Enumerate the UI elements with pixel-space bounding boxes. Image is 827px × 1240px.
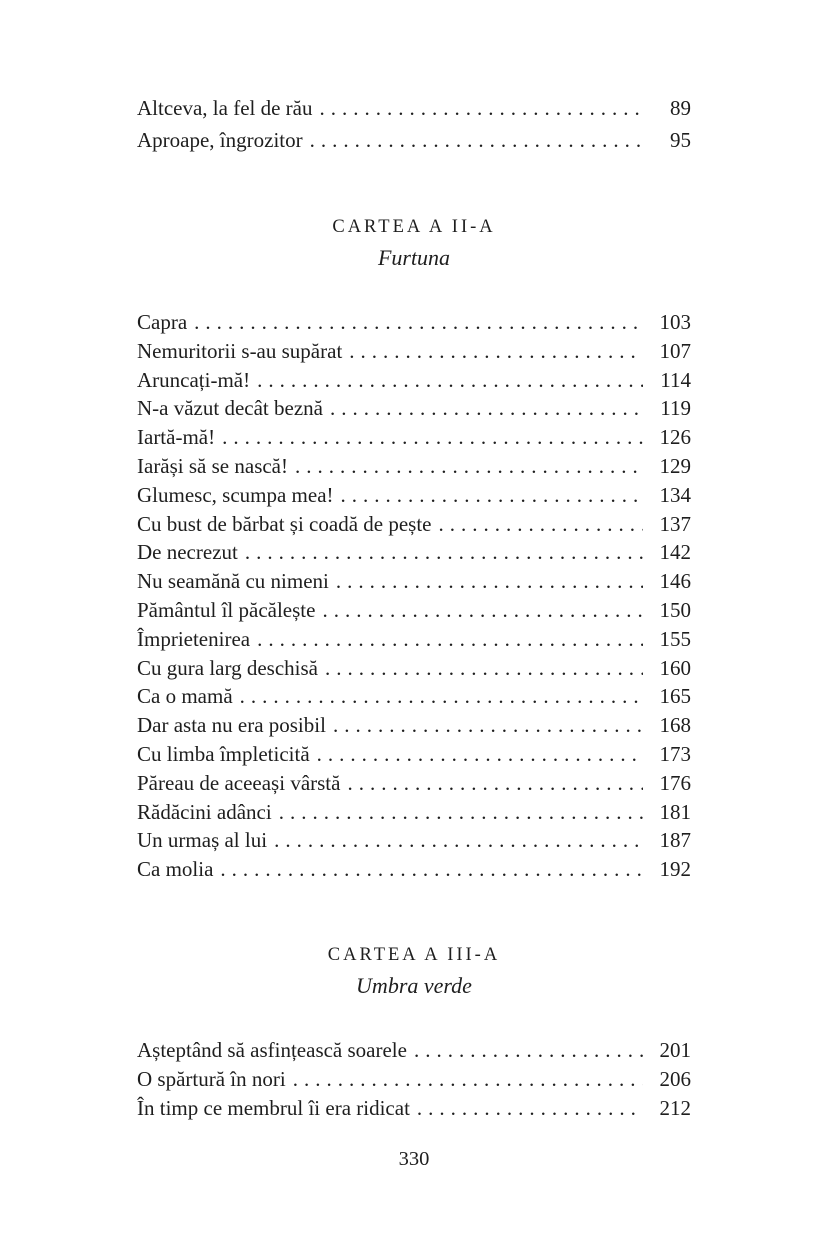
toc-entry-page: 176 [659, 770, 691, 795]
toc-content [137, 0, 691, 1171]
toc-entry-page: 206 [659, 1066, 691, 1091]
toc-entry-row [137, 510, 691, 539]
toc-section-book2 [137, 214, 691, 884]
dot-leader [257, 625, 643, 654]
toc-section-entries [137, 1036, 691, 1122]
toc-entry-title: Cu limba împleticită [137, 741, 310, 766]
toc-entry-page: 187 [659, 828, 691, 853]
toc-entry-page: 165 [659, 684, 691, 709]
toc-entry-title: De necrezut [137, 540, 238, 565]
toc-entry-title: Glumesc, scumpa mea! [137, 482, 334, 507]
toc-entry-page: 173 [659, 741, 691, 766]
dot-leader [333, 711, 643, 740]
toc-entry-page: 181 [659, 799, 691, 824]
toc-entry-row [137, 1065, 691, 1094]
toc-entry-row [137, 855, 691, 884]
toc-entry-title: Iartă-mă! [137, 425, 216, 450]
toc-entry-title: Nemuritorii s-au supărat [137, 338, 343, 363]
toc-entry-title: Capra [137, 310, 188, 334]
page-number: 330 [398, 1148, 430, 1171]
dot-leader [222, 423, 643, 452]
toc-entry-title: Altceva, la fel de rău [137, 96, 313, 120]
toc-entry-row [137, 1094, 691, 1123]
toc-entry-row [137, 567, 691, 596]
dot-leader [320, 92, 644, 124]
toc-entry-page: 155 [659, 626, 691, 651]
dot-leader [341, 481, 643, 510]
toc-entry-title: Păreau de aceeași vârstă [137, 770, 341, 795]
toc-entry-title: Rădăcini adânci [137, 799, 272, 824]
toc-entry-row [137, 654, 691, 683]
toc-entry-title: Nu seamănă cu nimeni [137, 569, 329, 594]
toc-entry-row [137, 711, 691, 740]
dot-leader [257, 366, 643, 395]
toc-entry-title: Ca o mamă [137, 684, 233, 709]
toc-entry-row [137, 682, 691, 711]
toc-entry-title: O spărtură în nori [137, 1066, 286, 1091]
toc-entry-page: 107 [659, 338, 691, 363]
section-subtitle: Furtuna [377, 245, 451, 270]
dot-leader [220, 855, 643, 884]
toc-entry-page: 134 [659, 482, 691, 507]
dot-leader [317, 740, 643, 769]
toc-entry-row [137, 538, 691, 567]
toc-entry-row [137, 625, 691, 654]
toc-entry-title: Ca molia [137, 857, 214, 882]
toc-entry-row [137, 308, 691, 337]
toc-entry-title: Cu bust de bărbat și coadă de pește [137, 511, 432, 536]
dot-leader [240, 682, 643, 711]
toc-entry-row [137, 596, 691, 625]
toc-entry-page: 95 [670, 128, 691, 152]
toc-entry-page: 150 [659, 597, 691, 622]
toc-entry-title: Așteptând să asfințească soarele [137, 1037, 407, 1062]
toc-entry-title: N-a văzut decât beznă [137, 396, 323, 421]
dot-leader [347, 769, 643, 798]
toc-entry-row [137, 394, 691, 423]
toc-entry-page: 192 [659, 857, 691, 882]
toc-entry-row [137, 423, 691, 452]
dot-leader [325, 654, 643, 683]
toc-entry-page: 212 [659, 1095, 691, 1120]
toc-entry-title: Aproape, îngrozitor [137, 128, 303, 152]
dot-leader [274, 826, 643, 855]
dot-leader [293, 1065, 643, 1094]
toc-entry-row [137, 798, 691, 827]
toc-entry-row [137, 1036, 691, 1065]
section-heading: CARTEA A III-A [327, 944, 501, 965]
toc-section-entries [137, 308, 691, 884]
toc-entry-row [137, 826, 691, 855]
toc-entry-title: Împrietenirea [137, 626, 251, 651]
toc-entry-page: 137 [659, 511, 691, 536]
toc-entry-row [137, 92, 691, 124]
dot-leader [349, 337, 643, 366]
toc-entry-page: 142 [659, 540, 691, 565]
toc-entry-row [137, 740, 691, 769]
dot-leader [417, 1094, 643, 1123]
toc-entry-row [137, 366, 691, 395]
section-heading: CARTEA A II-A [332, 217, 496, 237]
toc-entry-title: Un urmaș al lui [137, 828, 268, 853]
toc-entry-title: Dar asta nu era posibil [137, 713, 326, 738]
toc-entry-row [137, 124, 691, 156]
toc-entry-row [137, 337, 691, 366]
toc-entry-row [137, 452, 691, 481]
toc-entry-title: Cu gura larg deschisă [137, 655, 318, 680]
toc-entry-page: 119 [660, 396, 691, 421]
toc-entry-page: 89 [670, 96, 691, 120]
dot-leader [336, 567, 643, 596]
dot-leader [295, 452, 643, 481]
toc-leading-entries [137, 92, 691, 156]
dot-leader [322, 596, 643, 625]
dot-leader [279, 798, 643, 827]
toc-entry-row [137, 769, 691, 798]
toc-entry-page: 114 [660, 367, 691, 392]
toc-entry-title: Aruncați-mă! [137, 367, 251, 392]
toc-entry-page: 160 [659, 655, 691, 680]
dot-leader [245, 538, 643, 567]
toc-entry-title: În timp ce membrul îi era ridicat [137, 1095, 410, 1120]
toc-entry-page: 129 [659, 453, 691, 478]
toc-entry-page: 103 [659, 310, 691, 334]
toc-entry-page: 146 [659, 569, 691, 594]
toc-entry-title: Pământul îl păcălește [137, 597, 316, 622]
dot-leader [330, 394, 643, 423]
toc-entry-page: 126 [659, 425, 691, 450]
toc-section-book3 [137, 942, 691, 1122]
dot-leader [414, 1036, 643, 1065]
dot-leader [194, 308, 643, 337]
dot-leader [439, 510, 644, 539]
toc-entry-row [137, 481, 691, 510]
dot-leader [310, 124, 643, 156]
toc-entry-page: 168 [659, 713, 691, 738]
toc-entry-page: 201 [659, 1037, 691, 1062]
toc-entry-title: Iarăși să se nască! [137, 453, 288, 478]
section-subtitle: Umbra verde [356, 972, 472, 998]
